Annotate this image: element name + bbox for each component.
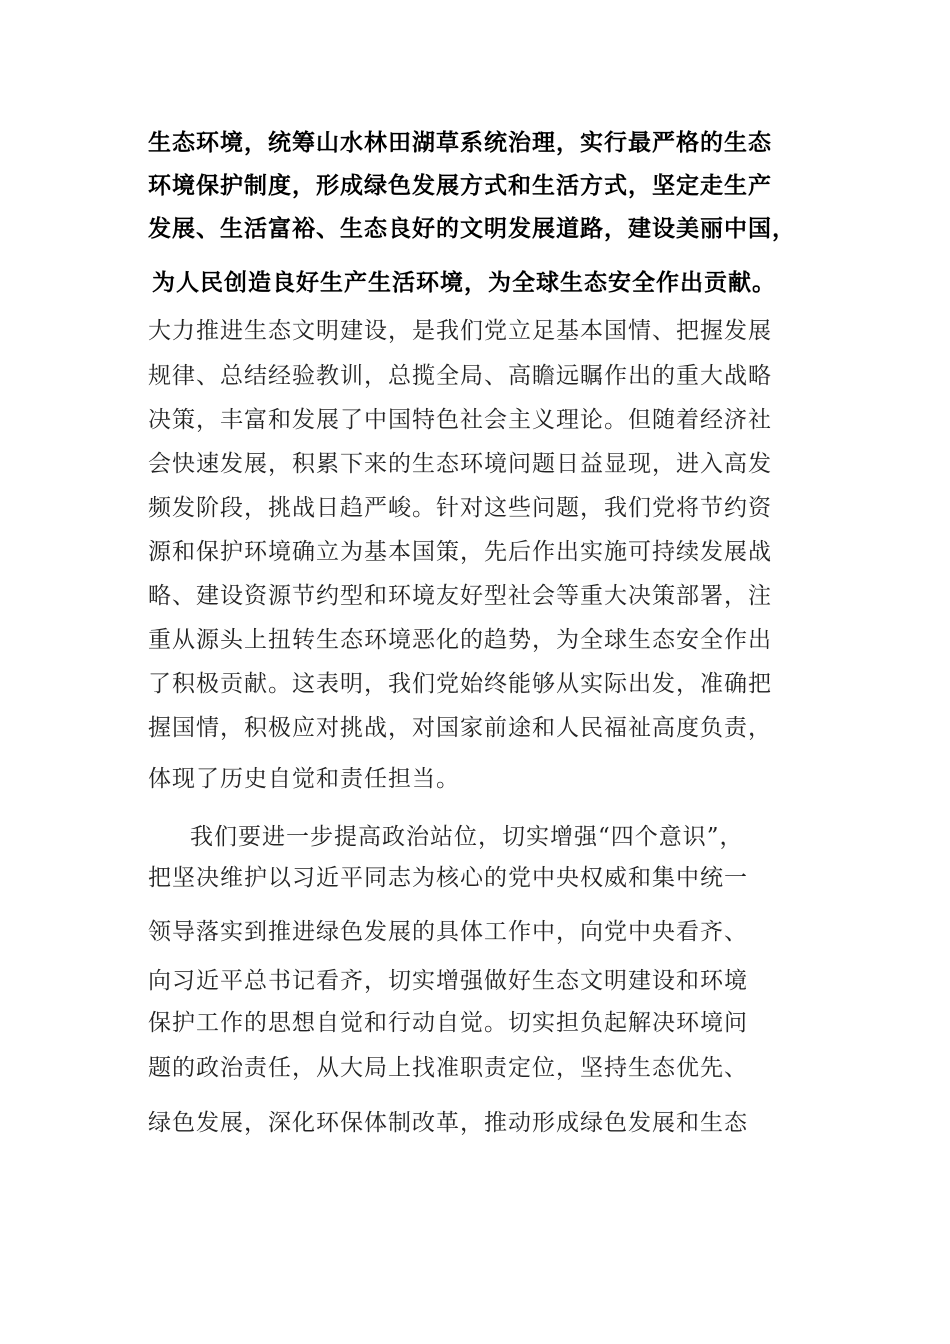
bold-line-3: 发展、生活富裕、生态良好的文明发展道路，建设美丽中国， [148, 216, 796, 242]
paragraph-1-line-5: 频发阶段，挑战日趋严峻。针对这些问题，我们党将节约资 [148, 495, 772, 521]
bold-line-2: 环境保护制度，形成绿色发展方式和生活方式，坚定走生产 [148, 173, 772, 199]
paragraph-2-line-4: 向习近平总书记看齐，切实增强做好生态文明建设和环境 [148, 968, 748, 994]
paragraph-1-line-11: 体现了历史自觉和责任担当。 [148, 766, 460, 792]
paragraph-1-line-3: 决策，丰富和发展了中国特色社会主义理论。但随着经济社 [148, 407, 772, 433]
bold-line-4: 为人民创造良好生产生活环境，为全球生态安全作出贡献。 [152, 270, 776, 296]
paragraph-2-line-2: 把坚决维护以习近平同志为核心的党中央权威和集中统一 [148, 865, 748, 891]
paragraph-1-line-10: 握国情，积极应对挑战，对国家前途和人民福祉高度负责， [148, 715, 772, 741]
paragraph-1-line-4: 会快速发展，积累下来的生态环境问题日益显现，进入高发 [148, 451, 772, 477]
paragraph-1-line-1: 大力推进生态文明建设，是我们党立足基本国情、把握发展 [148, 318, 772, 344]
paragraph-1-line-2: 规律、总结经验教训，总揽全局、高瞻远瞩作出的重大战略 [148, 363, 772, 389]
paragraph-2-line-1: 我们要进一步提高政治站位，切实增强“四个意识”， [190, 824, 744, 850]
bold-line-1: 生态环境，统筹山水林田湖草系统治理，实行最严格的生态 [148, 130, 772, 156]
paragraph-2-line-6: 题的政治责任，从大局上找准职责定位，坚持生态优先、 [148, 1055, 748, 1081]
paragraph-1-line-9: 了积极贡献。这表明，我们党始终能够从实际出发，准确把 [148, 671, 772, 697]
paragraph-1-line-8: 重从源头上扭转生态环境恶化的趋势，为全球生态安全作出 [148, 627, 772, 653]
paragraph-2-line-3: 领导落实到推进绿色发展的具体工作中，向党中央看齐、 [148, 919, 748, 945]
paragraph-2-line-7: 绿色发展，深化环保体制改革，推动形成绿色发展和生态 [148, 1110, 748, 1136]
paragraph-1-line-6: 源和保护环境确立为基本国策，先后作出实施可持续发展战 [148, 539, 772, 565]
paragraph-2-line-5: 保护工作的思想自觉和行动自觉。切实担负起解决环境问 [148, 1010, 748, 1036]
paragraph-1-line-7: 略、建设资源节约型和环境友好型社会等重大决策部署，注 [148, 583, 772, 609]
